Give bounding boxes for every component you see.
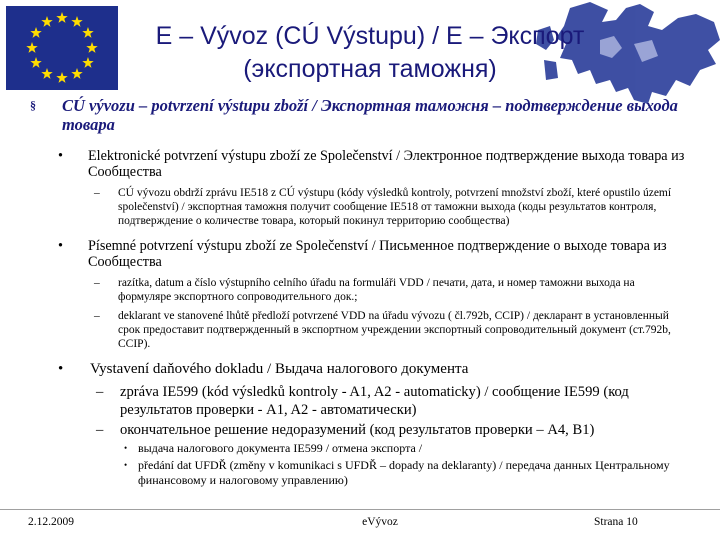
dash-marker: – (96, 422, 104, 438)
bullet-marker: • (58, 361, 64, 377)
sub-item-text: razítka, datum a číslo výstupního celního úřadu na formuláři VDD / печати, дата, и номер таможни выхода на формуляре экспортного сопроводительного док.; (118, 277, 635, 303)
section-item (28, 238, 688, 270)
footer-center-label: eVývoz (362, 516, 398, 528)
section-text: Písemné potvrzení výstupu zboží ze Společenství / Письменное подтверждение о выходе товара из Сообщества (88, 238, 667, 270)
sub-item-text: deklarant ve stanovené lhůtě předloží potvrzené VDD na úřadu vývozu ( čl.792b, CCIP) / декларант в установленный срок предоставит подтвержденный в экспортном учреждении экспортный сопроводительный документ (ст.792b, CCIP). (118, 310, 671, 350)
footer-page-number: Strana 10 (594, 516, 638, 528)
small-bullet-marker: • (124, 460, 128, 470)
sub-item-text: CÚ vývozu obdrží zprávu IE518 z CÚ výstupu (kódy výsledků kontroly, potvrzení množství zboží, které opustilo území společenství) / экспортная таможня получит сообщение IE518 от таможни выхода (коды результатов контроля, подтверждение о количестве товара, который покинул территорию сообщества) (118, 187, 672, 227)
section-text: Elektronické potvrzení výstupu zboží ze Společenství / Электронное подтверждение выхода товара из Сообщества (88, 148, 685, 180)
bullet-marker: • (58, 238, 63, 254)
sub-item (28, 186, 688, 228)
heading-item (28, 96, 688, 134)
sub-item-text: окончательное решение недоразумений (код результатов проверки – A4, B1) (120, 422, 595, 438)
dash-marker: – (94, 310, 100, 322)
section-marker: § (30, 98, 36, 112)
bullet-marker: • (58, 148, 63, 164)
sub-item (28, 421, 688, 439)
sub-sub-item (28, 458, 688, 488)
sub-sub-item (28, 441, 688, 456)
eu-flag-icon (6, 6, 118, 90)
footer-date: 2.12.2009 (28, 516, 74, 528)
section-item (28, 359, 688, 379)
sub-sub-item-text: předání dat UFDŘ (změny v komunikaci s UFDŘ – dopady na deklaranty) / передача данных Центральному финансовому и налоговому управлению) (138, 458, 670, 487)
dash-marker: – (96, 384, 104, 400)
slide-content (28, 96, 688, 490)
sub-sub-item-text: выдача налогового документа IE599 / отмена экспорта / (138, 441, 423, 455)
sub-item (28, 309, 688, 351)
sub-item-text: zpráva IE599 (kód výsledků kontroly - A1, A2 - automaticky) / сообщение IE599 (код результатов проверки - A1, A2 - автоматически) (120, 384, 629, 418)
heading-text: CÚ vývozu – potvrzení výstupu zboží / Экспортная таможня – подтверждение выхода товара (62, 96, 678, 134)
dash-marker: – (94, 277, 100, 289)
dash-marker: – (94, 187, 100, 199)
section-text: Vystavení daňového dokladu / Выдача налогового документа (90, 361, 469, 377)
sub-item (28, 383, 688, 419)
footer-divider (0, 509, 720, 510)
section-item (28, 148, 688, 180)
small-bullet-marker: • (124, 443, 128, 453)
sub-item (28, 276, 688, 304)
slide-title: E – Vývoz (CÚ Výstupu) / E – Экспорт (экспортная таможня) (155, 22, 585, 83)
